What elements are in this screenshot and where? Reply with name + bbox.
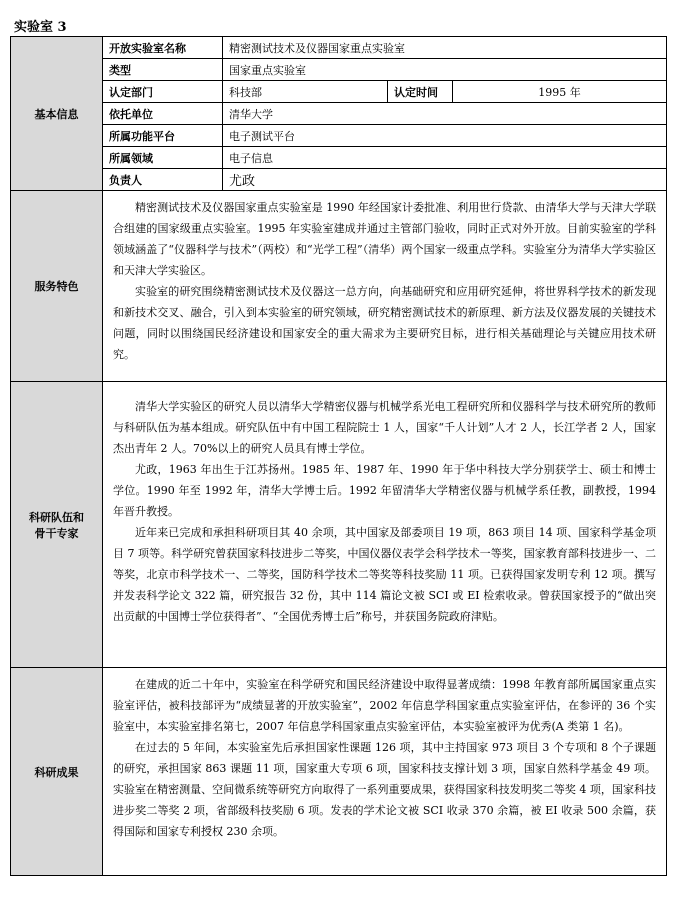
field-value: 1995 年: [453, 81, 667, 103]
field-label: 依托单位: [103, 103, 223, 125]
field-label: 类型: [103, 59, 223, 81]
paragraph: 近年来已完成和承担科研项目其 40 余项，其中国家及部委项目 19 项，863 项目 14 项、国家科学基金项目 7 项等。科学研究曾获国家科技进步二等奖，中国仪器仪表学会科学技术一等奖，国家教育部科技进步一、二等奖，北京市科学技术一、二等奖，国防科学技术二等奖等科技奖励 11 项。已获得国家发明专利 12 项。撰写并发表科学论文 322 篇，研究报告 32 份，其中 114 篇论文被 SCI 或 EI 检索收录。曾获国家授予的“做出突出贡献的中国博士学位获得者”、“全国优秀博士后”称号，并获国务院政府津贴。: [113, 526, 656, 623]
table-row: [11, 169, 667, 191]
paragraph: 在过去的 5 年间，本实验室先后承担国家性课题 126 项，其中主持国家 973 项目 3 个专项和 8 个子课题的研究，承担国家 863 课题 11 项，国家重大专项 6 项，国家科技支撑计划 3 项，国家自然科学基金 49 项。实验室在精密测量、空间微系统等研究方向取得了一系列重要成果，获得国家科技发明奖二等奖 4 项，国家科技进步奖二等奖 2 项，省部级科技奖励 6 项。发表的学术论文被 SCI 收录 370 余篇，被 EI 收录 500 余篇，获得国际和国家专利授权 230 余项。: [113, 741, 656, 838]
table-row: [11, 59, 667, 81]
section-label-line: 骨干专家: [34, 526, 79, 540]
section-label-line: 科研队伍和: [29, 510, 84, 524]
field-label: 认定时间: [388, 81, 453, 103]
field-value: 电子信息: [223, 147, 667, 169]
field-label: 所属领域: [103, 147, 223, 169]
table-row: [11, 81, 667, 103]
paragraph: 精密测试技术及仪器国家重点实验室是 1990 年经国家计委批准、利用世行贷款、由清华大学与天津大学联合组建的国家级重点实验室。1995 年实验室建成并通过主管部门验收，同时正式对外开放。目前实验室的学科领域涵盖了“仪器科学与技术”（两校）和“光学工程”（清华）两个国家一级重点学科。实验室分为清华大学实验区和天津大学实验区。: [113, 201, 656, 277]
section-label-basic: 基本信息: [11, 37, 103, 191]
section-label-service: 服务特色: [11, 191, 103, 382]
field-label: 开放实验室名称: [103, 37, 223, 59]
field-label: 认定部门: [103, 81, 223, 103]
results-text: [103, 668, 667, 876]
paragraph: 实验室的研究围绕精密测试技术及仪器这一总方向，向基础研究和应用研究延伸，将世界科学技术的新发现和新技术交叉、融合，引入到本实验室的研究领域，研究精密测试技术的新原理、新方法及仪器发展的关键技术问题，同时以围绕国民经济建设和国家安全的重大需求为主要研究目标，进行相关基础理论与关键应用技术研究。: [113, 285, 656, 361]
table-row: [11, 668, 667, 876]
paragraph: 在建成的近二十年中，实验室在科学研究和国民经济建设中取得显著成绩：1998 年教育部所属国家重点实验室评估，被科技部评为“成绩显著的开放实验室”，2002 年信息学科国家重点实验室评估，在参评的 36 个实验室中，本实验室排名第七，2007 年信息学科国家重点实验室评估，本实验室被评为优秀(A 类第 1 名)。: [113, 678, 656, 733]
paragraph: 尤政，1963 年出生于江苏扬州。1985 年、1987 年、1990 年于华中科技大学分别获学士、硕士和博士学位。1990 年至 1992 年，清华大学博士后。1992 年留清华大学精密仪器与机械学系任教，副教授，1994 年晋升教授。: [113, 463, 656, 518]
field-value: 精密测试技术及仪器国家重点实验室: [223, 37, 667, 59]
section-label-team: [11, 382, 103, 668]
table-row: [11, 103, 667, 125]
field-value: 清华大学: [223, 103, 667, 125]
field-value: 尤政: [223, 169, 667, 191]
field-value: 国家重点实验室: [223, 59, 667, 81]
team-text: [103, 382, 667, 668]
document-title: 实验室 3: [14, 20, 67, 35]
table-row: [11, 191, 667, 382]
field-value: 电子测试平台: [223, 125, 667, 147]
table-row: [11, 125, 667, 147]
field-label: 负责人: [103, 169, 223, 191]
service-text: [103, 191, 667, 382]
field-label: 所属功能平台: [103, 125, 223, 147]
field-value: 科技部: [223, 81, 388, 103]
table-row: [11, 37, 667, 59]
section-label-results: 科研成果: [11, 668, 103, 876]
lab-info-table: [10, 36, 667, 876]
table-row: [11, 382, 667, 668]
table-row: [11, 147, 667, 169]
paragraph: 清华大学实验区的研究人员以清华大学精密仪器与机械学系光电工程研究所和仪器科学与技术研究所的教师与科研队伍为基本组成。研究队伍中有中国工程院院士 1 人，国家“千人计划”人才 2 人，长江学者 2 人，国家杰出青年 2 人。70%以上的研究人员具有博士学位。: [113, 400, 656, 455]
